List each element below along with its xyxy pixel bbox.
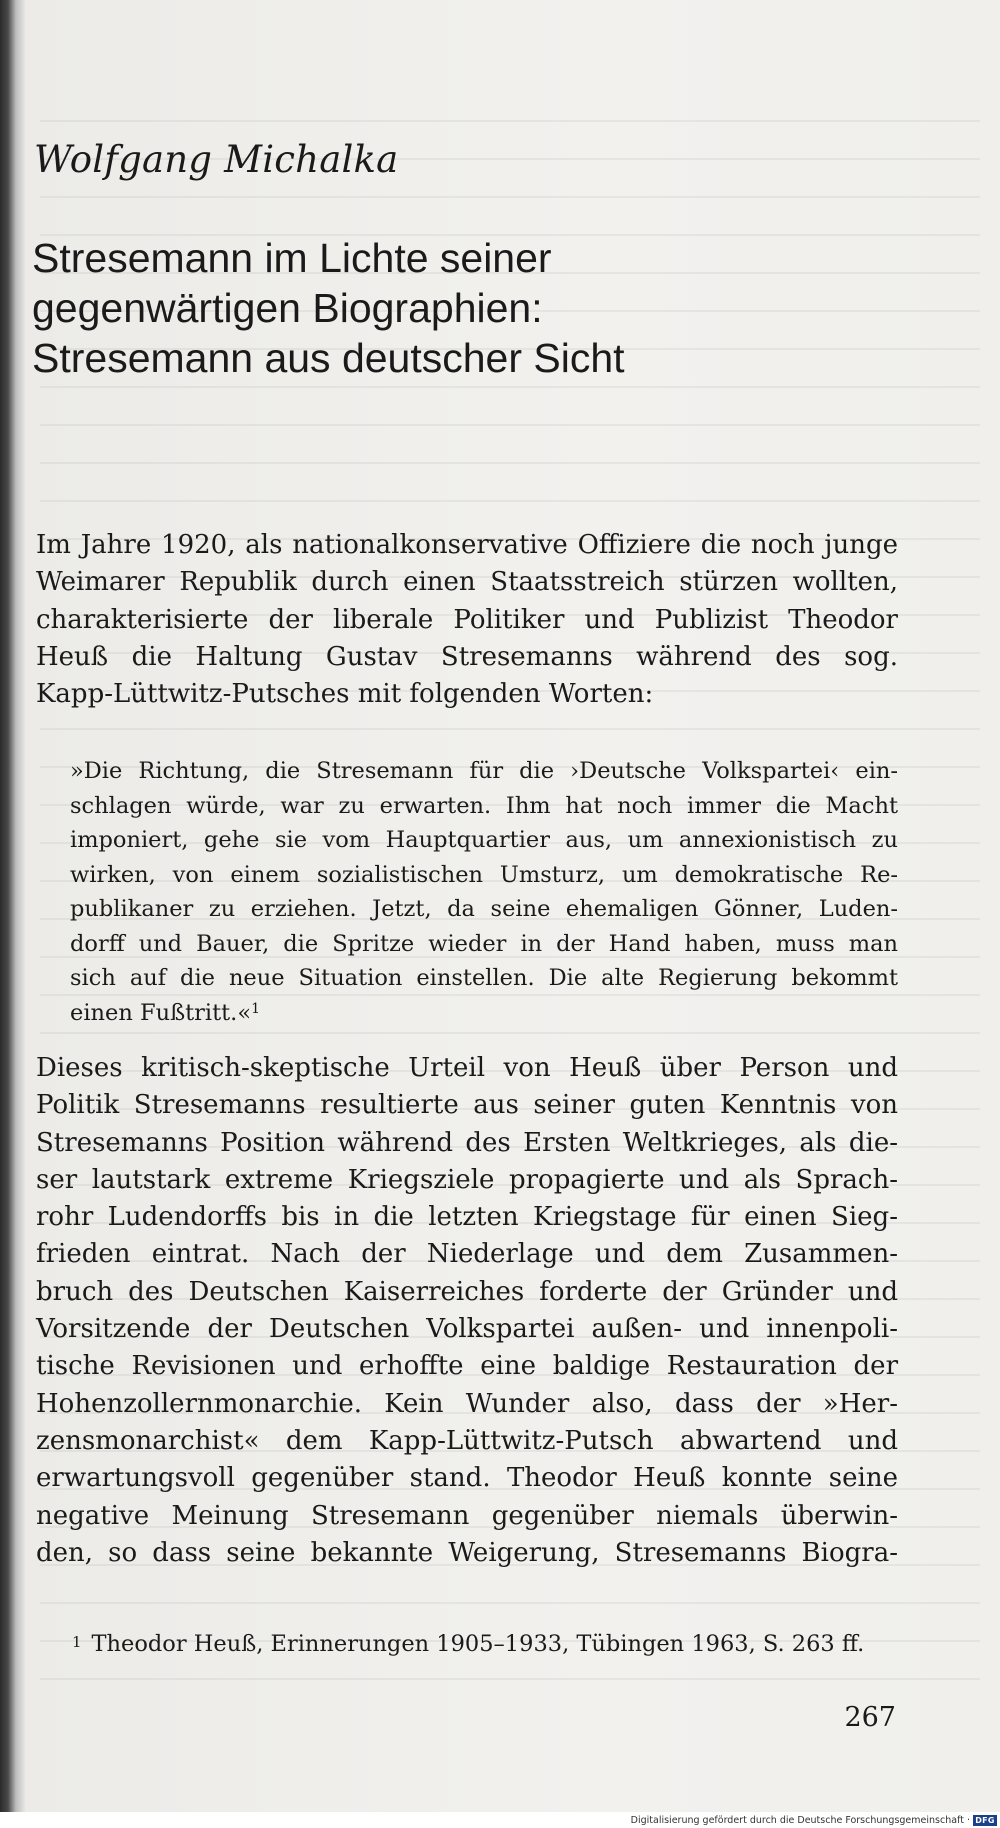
page-number: 267 bbox=[844, 1702, 896, 1733]
footnote-reference[interactable]: 1 bbox=[251, 1000, 261, 1017]
author-name: Wolfgang Michalka bbox=[34, 138, 399, 181]
title-line: gegenwärtigen Biographien: bbox=[32, 285, 543, 331]
footnote-mark: 1 bbox=[72, 1633, 82, 1651]
footnote-text: Theodor Heuß, Erinnerungen 1905–1933, Tübingen 1963, S. 263 ff. bbox=[91, 1631, 865, 1657]
title-line: Stresemann aus deutscher Sicht bbox=[32, 335, 625, 381]
quote-line: publikaner zu erziehen. Jetzt, da seine ehemaligen Gönner, Luden- bbox=[70, 896, 898, 922]
quote-line: wirken, von einem sozialistischen Umsturz, um demokratische Re- bbox=[70, 861, 898, 888]
credit-bar bbox=[0, 1812, 1000, 1828]
digitization-credit: Digitalisierung gefördert durch die Deutsche Forschungsgemeinschaft · bbox=[630, 1815, 970, 1826]
text-line: Im Jahre 1920, als nationalkonservative Offiziere die noch junge bbox=[36, 530, 898, 560]
quote-line: imponiert, gehe sie vom Hauptquartier aus, um annexionistisch zu bbox=[70, 827, 898, 853]
text-line: Hohenzollernmonarchie. Kein Wunder also, dass der »Her- bbox=[36, 1388, 898, 1419]
dfg-logo-icon[interactable]: DFG bbox=[973, 1815, 997, 1826]
text-line: rohr Ludendorffs bis in die letzten Kriegstage für einen Sieg- bbox=[36, 1202, 898, 1233]
quote-line: dorff und Bauer, die Spritze wieder in der Hand haben, muss man bbox=[70, 930, 898, 957]
intro-paragraph bbox=[36, 527, 898, 713]
text-line: zensmonarchist« dem Kapp-Lüttwitz-Putsch abwartend und bbox=[36, 1425, 898, 1456]
quote-line: »Die Richtung, die Stresemann für die ›Deutsche Volkspartei‹ ein- bbox=[70, 758, 898, 784]
text-line: Weimarer Republik durch einen Staatsstreich stürzen wollten, bbox=[36, 567, 898, 598]
chapter-title bbox=[32, 233, 892, 383]
quote-line bbox=[70, 996, 898, 1031]
text-line: Dieses kritisch-skeptische Urteil von Heuß über Person und bbox=[36, 1053, 898, 1083]
text-line: Stresemanns Position während des Ersten Weltkrieges, als die- bbox=[36, 1127, 898, 1158]
text-line: negative Meinung Stresemann gegenüber niemals überwin- bbox=[36, 1500, 898, 1531]
text-line: ser lautstark extreme Kriegsziele propagierte und als Sprach- bbox=[36, 1164, 898, 1195]
text-line: tische Revisionen und erhoffte eine baldige Restauration der bbox=[36, 1351, 898, 1382]
quote-line: schlagen würde, war zu erwarten. Ihm hat noch immer die Macht bbox=[70, 792, 898, 819]
text-line: erwartungsvoll gegenüber stand. Theodor Heuß konnte seine bbox=[36, 1463, 898, 1494]
text-line: frieden eintrat. Nach der Niederlage und dem Zusammen- bbox=[36, 1239, 898, 1270]
block-quote bbox=[70, 754, 898, 1030]
text-line: Kapp-Lüttwitz-Putsches mit folgenden Worten: bbox=[36, 679, 654, 710]
main-paragraph bbox=[36, 1050, 898, 1572]
text-line: Politik Stresemanns resultierte aus seiner guten Kenntnis von bbox=[36, 1090, 898, 1121]
quote-last-text: einen Fußtritt.« bbox=[70, 999, 252, 1026]
text-line: charakterisierte der liberale Politiker und Publizist Theodor bbox=[36, 604, 898, 635]
text-line: bruch des Deutschen Kaiserreiches forderte der Gründer und bbox=[36, 1276, 898, 1307]
text-line: Heuß die Haltung Gustav Stresemanns während des sog. bbox=[36, 641, 898, 672]
text-line: den, so dass seine bekannte Weigerung, Stresemanns Biogra- bbox=[36, 1537, 898, 1568]
title-line: Stresemann im Lichte seiner bbox=[32, 235, 552, 281]
quote-line: sich auf die neue Situation einstellen. Die alte Regierung bekommt bbox=[70, 965, 898, 991]
footnote bbox=[72, 1629, 864, 1659]
text-line: Vorsitzende der Deutschen Volkspartei außen- und innenpoli- bbox=[36, 1314, 898, 1345]
